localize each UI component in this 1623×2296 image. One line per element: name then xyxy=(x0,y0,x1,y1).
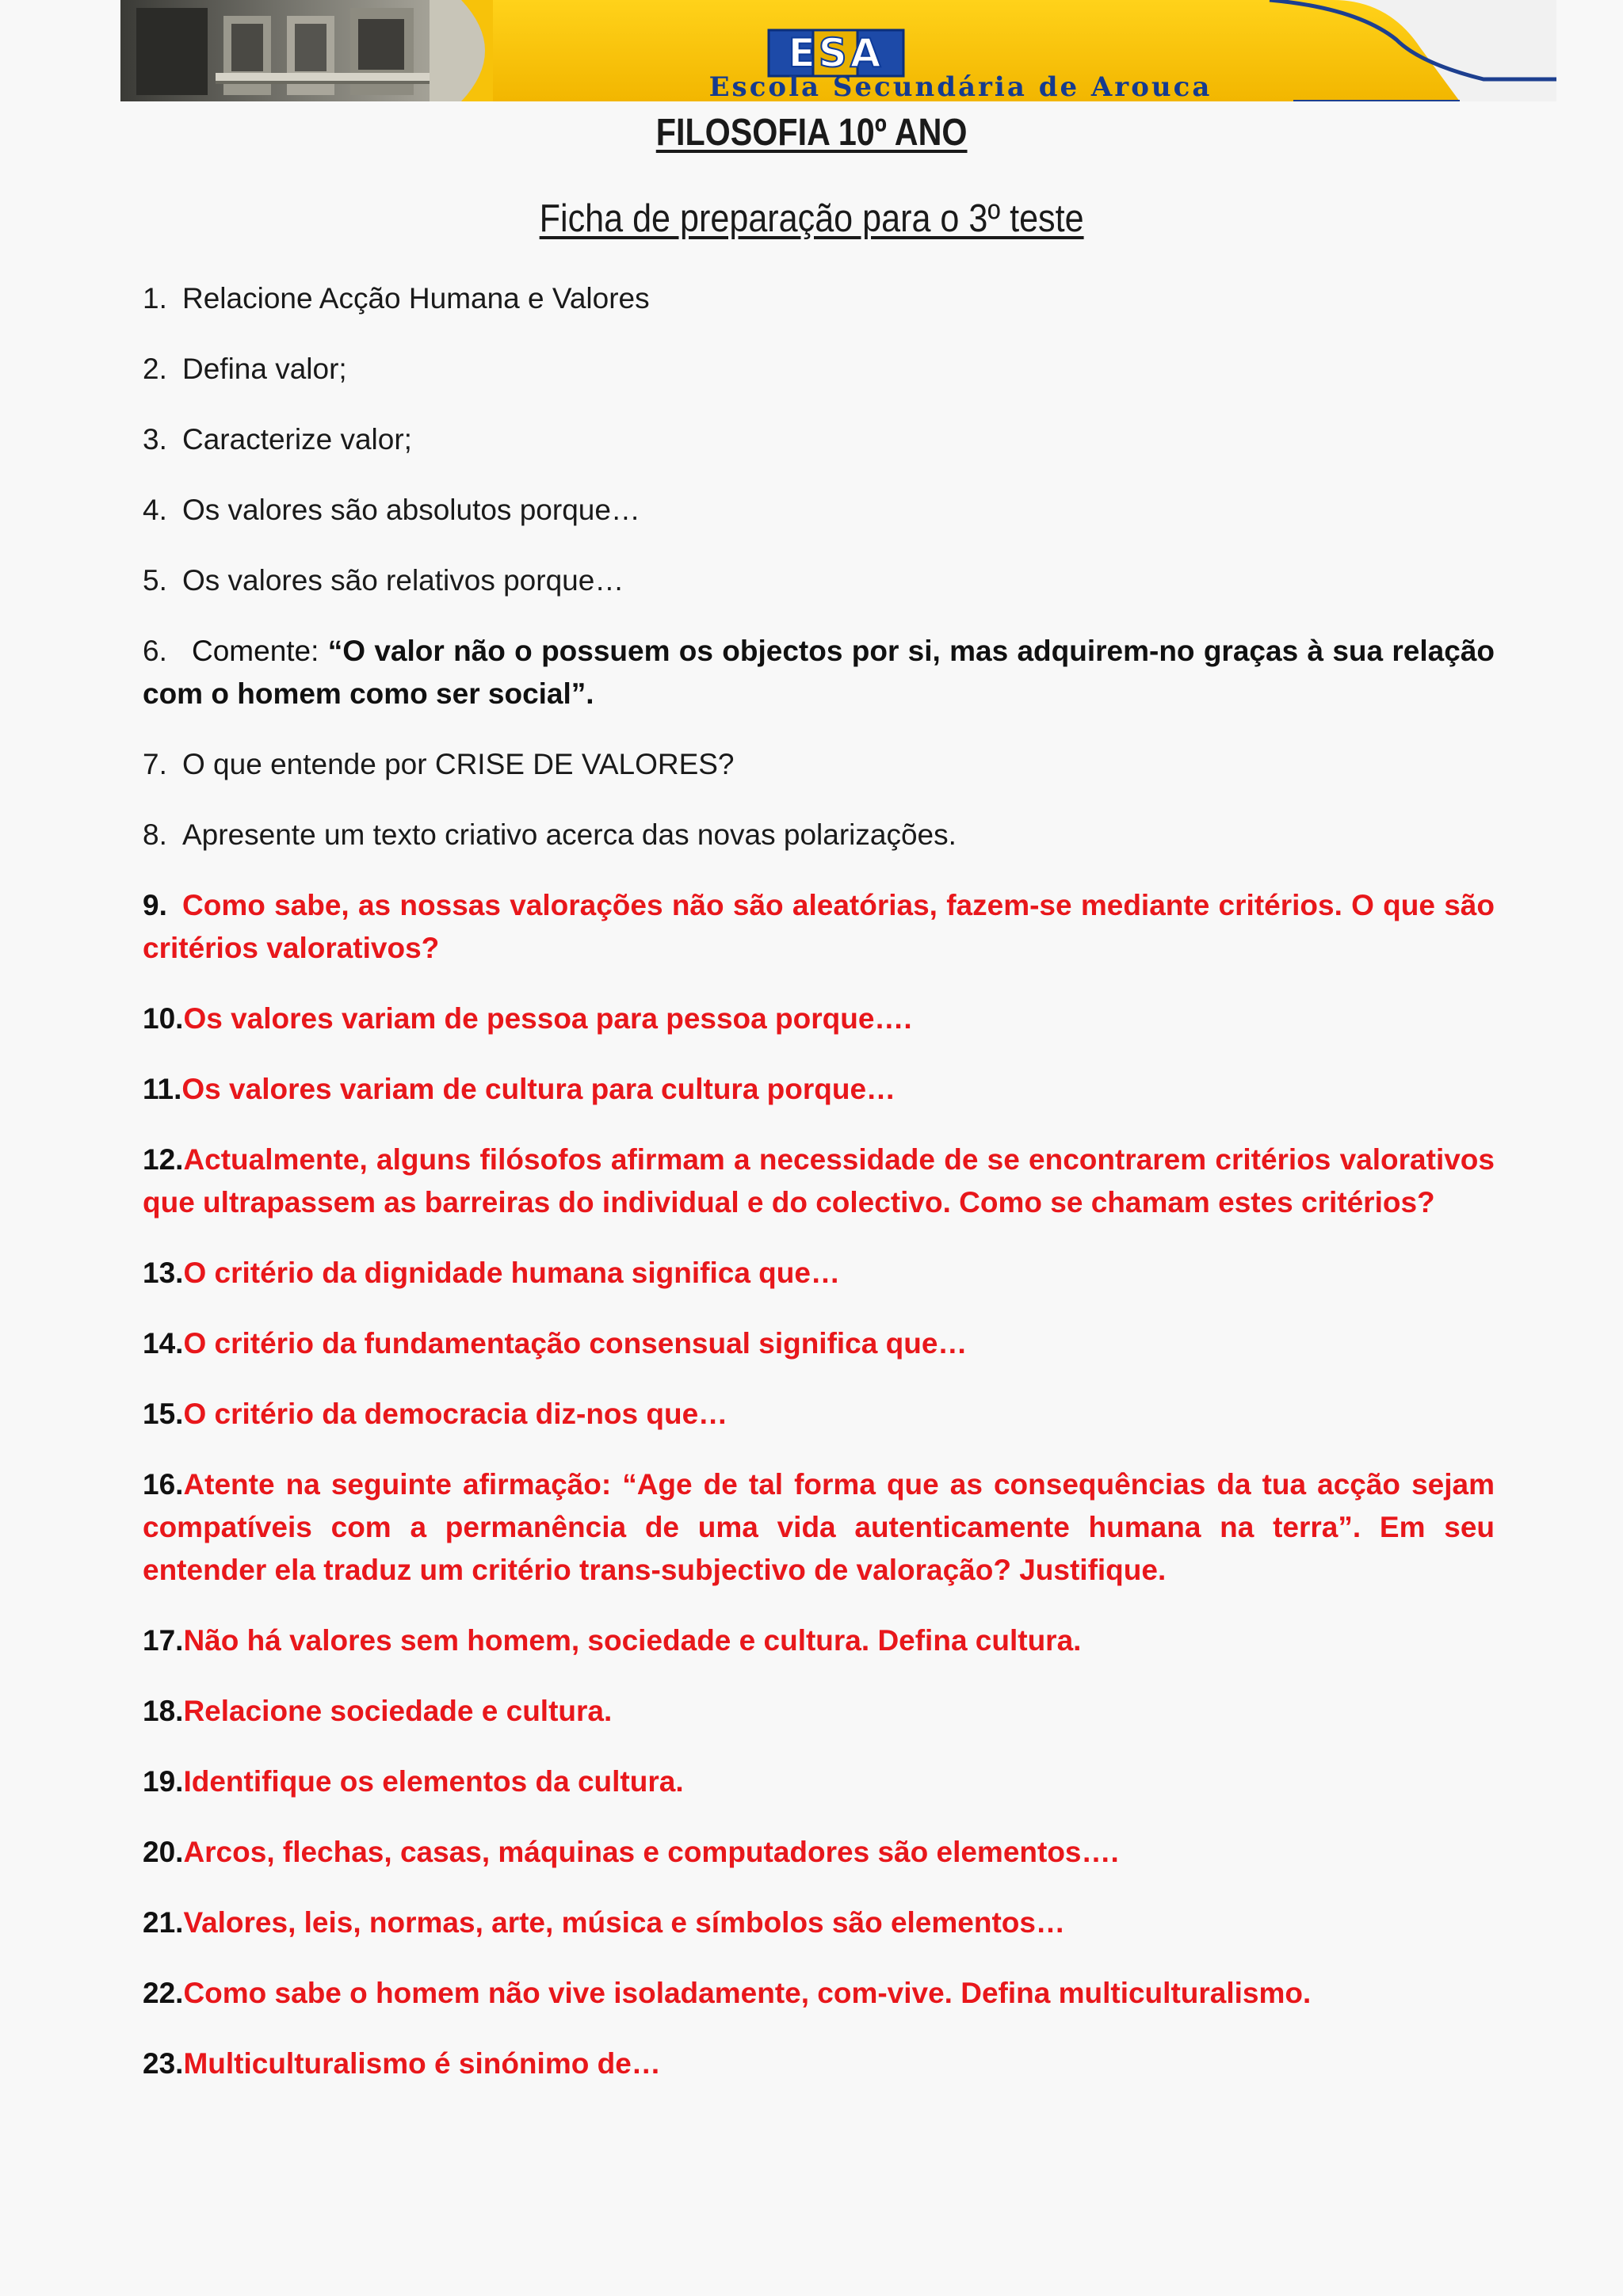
question-text: Como sabe, as nossas valorações não são aleatórias, fazem-se mediante critérios. O que são critérios valorativos? xyxy=(143,889,1495,964)
question-text: Não há valores sem homem, sociedade e cultura. Defina cultura. xyxy=(183,1624,1082,1657)
question-number: 1. xyxy=(143,282,167,315)
question-item xyxy=(143,1901,1495,1944)
question-item xyxy=(143,1690,1495,1733)
question-item xyxy=(143,489,1495,532)
question-number: 18. xyxy=(143,1695,184,1727)
question-number: 12. xyxy=(143,1143,184,1176)
question-number: 22. xyxy=(143,1977,184,2009)
question-item xyxy=(143,277,1495,320)
question-text: O que entende por CRISE DE VALORES? xyxy=(182,748,735,780)
question-text: Os valores variam de cultura para cultura porque… xyxy=(181,1073,896,1105)
school-name: Escola Secundária de Arouca xyxy=(708,71,1212,101)
question-text: Identifique os elementos da cultura. xyxy=(183,1765,684,1798)
logo-letters-box xyxy=(769,30,903,76)
page-title: FILOSOFIA 10º ANO xyxy=(655,112,968,154)
question-item xyxy=(143,997,1495,1040)
question-item xyxy=(143,1393,1495,1436)
question-text: Os valores são absolutos porque… xyxy=(182,494,640,526)
question-text: Defina valor; xyxy=(182,353,347,385)
question-text: “O valor não o possuem os objectos por si, mas adquirem-no graças à sua relação com o homem como ser social”. xyxy=(143,635,1495,710)
question-lead: Comente: xyxy=(192,635,328,667)
question-item xyxy=(143,1831,1495,1874)
question-number: 16. xyxy=(143,1468,184,1501)
question-item xyxy=(143,814,1495,856)
question-text: Os valores variam de pessoa para pessoa porque…. xyxy=(183,1002,912,1035)
question-text: O critério da democracia diz-nos que… xyxy=(183,1398,728,1430)
question-text: Multiculturalismo é sinónimo de… xyxy=(183,2047,661,2080)
question-item xyxy=(143,1972,1495,2015)
question-item xyxy=(143,884,1495,970)
header-banner xyxy=(120,0,1556,101)
question-number: 2. xyxy=(143,353,167,385)
question-text: Relacione sociedade e cultura. xyxy=(183,1695,613,1727)
question-item xyxy=(143,1138,1495,1224)
question-item xyxy=(143,1252,1495,1295)
question-text: Actualmente, alguns filósofos afirmam a necessidade de se encontrarem critérios valorativos que ultrapassem as barreiras do individual e do colectivo. Como se chamam estes critérios? xyxy=(143,1143,1495,1219)
question-number: 19. xyxy=(143,1765,184,1798)
question-number: 23. xyxy=(143,2047,184,2080)
question-text: Arcos, flechas, casas, máquinas e computadores são elementos…. xyxy=(183,1836,1119,1868)
question-number: 20. xyxy=(143,1836,184,1868)
question-number: 15. xyxy=(143,1398,184,1430)
question-number: 17. xyxy=(143,1624,184,1657)
question-text: Caracterize valor; xyxy=(182,423,412,456)
question-number: 9. xyxy=(143,889,167,921)
question-text: Valores, leis, normas, arte, música e símbolos são elementos… xyxy=(183,1906,1065,1939)
question-item xyxy=(143,1068,1495,1111)
question-text: O critério da dignidade humana significa que… xyxy=(183,1257,840,1289)
question-text: Relacione Acção Humana e Valores xyxy=(182,282,650,315)
logo-letters: ESA xyxy=(788,30,884,76)
question-text: O critério da fundamentação consensual significa que… xyxy=(183,1327,968,1360)
question-number: 21. xyxy=(143,1906,184,1939)
question-number: 10. xyxy=(143,1002,184,1035)
question-item xyxy=(143,2042,1495,2085)
question-item xyxy=(143,418,1495,461)
question-text: Apresente um texto criativo acerca das novas polarizações. xyxy=(182,818,957,851)
question-item xyxy=(143,1760,1495,1803)
question-item xyxy=(143,1619,1495,1662)
question-number: 14. xyxy=(143,1327,184,1360)
question-number: 7. xyxy=(143,748,167,780)
question-text: Como sabe o homem não vive isoladamente, com-vive. Defina multiculturalismo. xyxy=(183,1977,1312,2009)
question-item xyxy=(143,348,1495,391)
building-photo xyxy=(120,0,493,101)
question-number: 3. xyxy=(143,423,167,456)
page-subtitle: Ficha de preparação para o 3º teste xyxy=(539,197,1084,240)
question-number: 5. xyxy=(143,564,167,597)
question-item xyxy=(143,1463,1495,1592)
question-item xyxy=(143,559,1495,602)
question-number: 8. xyxy=(143,818,167,851)
question-number: 11. xyxy=(143,1073,182,1105)
question-item xyxy=(143,743,1495,786)
question-item xyxy=(143,1322,1495,1365)
question-number: 4. xyxy=(143,494,167,526)
question-item xyxy=(143,630,1495,715)
question-text: Os valores são relativos porque… xyxy=(182,564,624,597)
question-number: 13. xyxy=(143,1257,184,1289)
question-text: Atente na seguinte afirmação: “Age de tal forma que as consequências da tua acção sejam compatíveis com a permanência de uma vida autenticamente humana na terra”. Em seu entender ela traduz um critério trans-subjectivo de valoração? Justifique. xyxy=(143,1468,1495,1586)
question-number: 6. xyxy=(143,635,167,667)
